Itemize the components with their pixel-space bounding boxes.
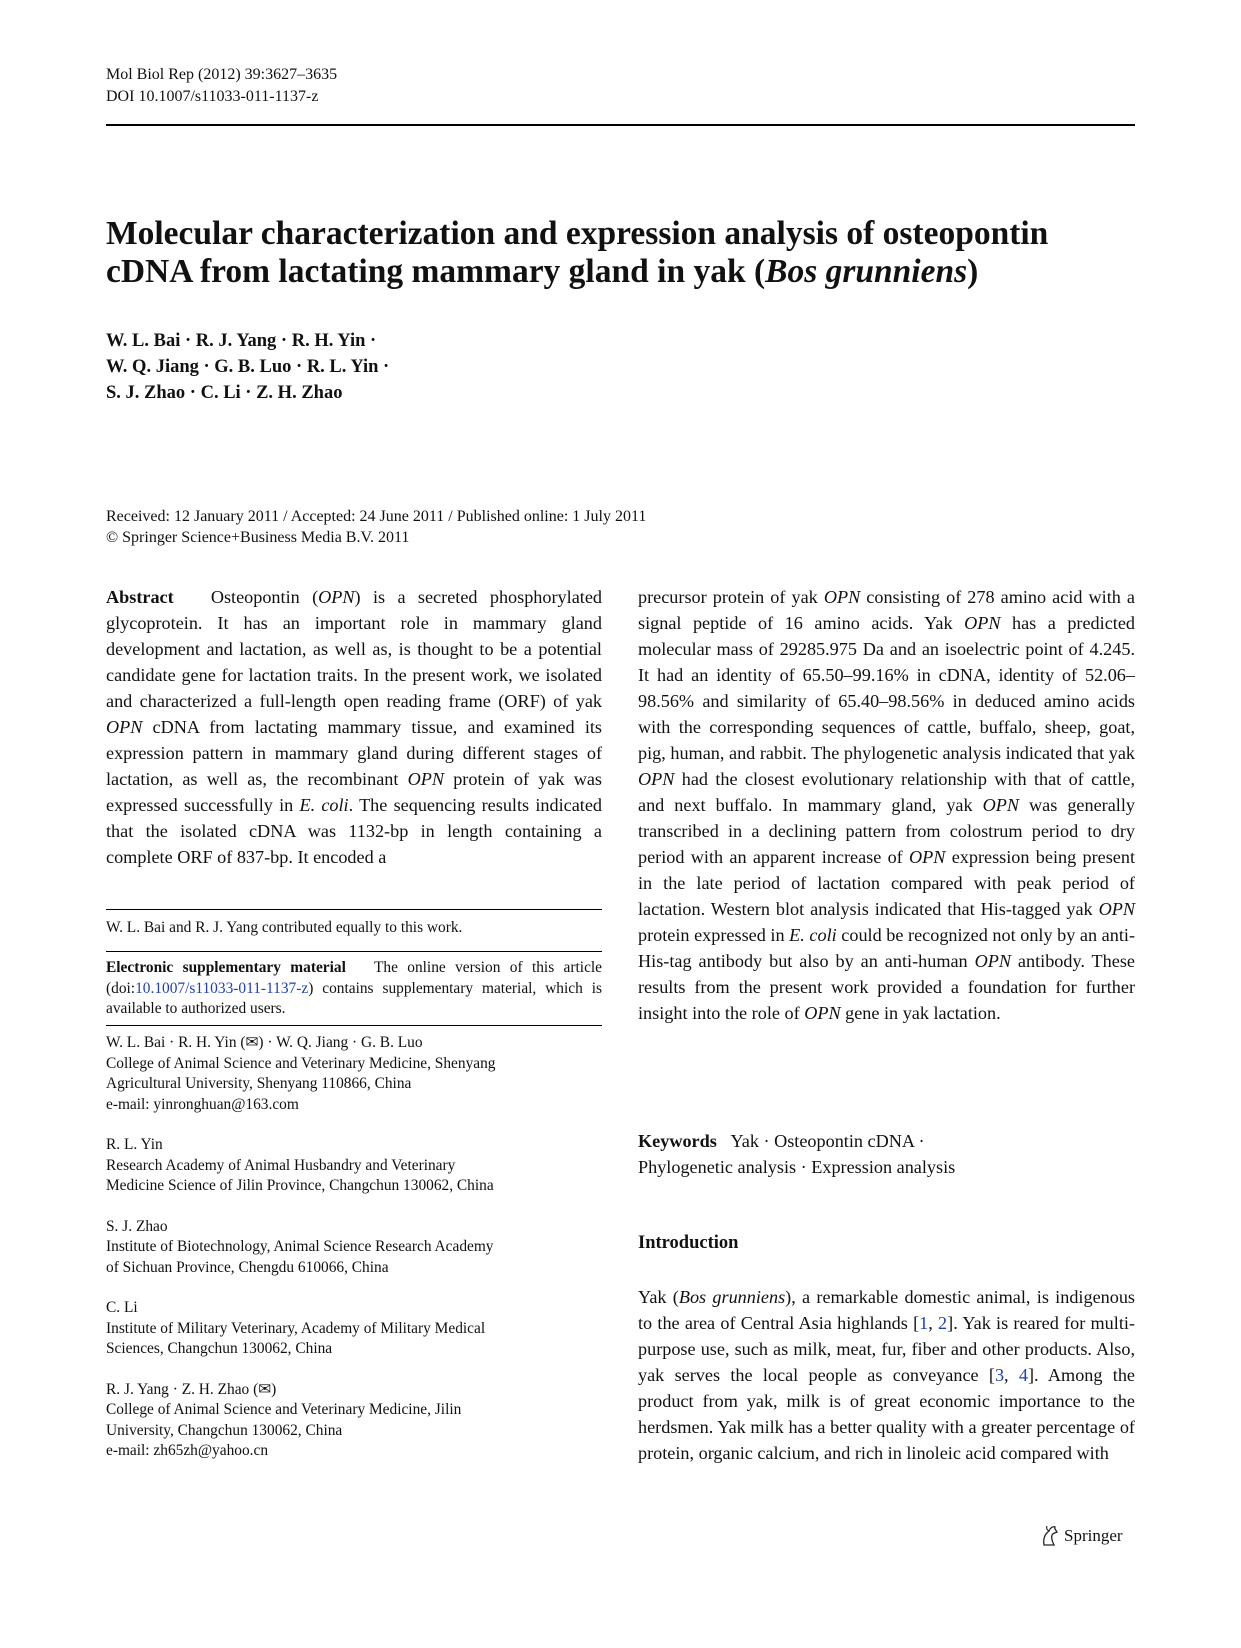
affiliation-names: C. Li: [106, 1299, 138, 1316]
authors-line-3: S. J. Zhao · C. Li · Z. H. Zhao: [106, 383, 343, 403]
esm-doi-link[interactable]: 10.1007/s11033-011-1137-z: [135, 979, 309, 997]
affiliation-line: Medicine Science of Jilin Province, Changchun 130062, China: [106, 1177, 494, 1194]
publisher-name: Springer: [1064, 1526, 1123, 1545]
affiliation-line: Institute of Biotechnology, Animal Science Research Academy: [106, 1238, 494, 1255]
journal-citation: Mol Biol Rep (2012) 39:3627–3635: [106, 66, 338, 83]
affiliation-line: Sciences, Changchun 130062, China: [106, 1340, 333, 1357]
abstract-text-left: [106, 584, 602, 870]
affiliation-line: Research Academy of Animal Husbandry and Veterinary: [106, 1156, 456, 1174]
affiliation-line: of Sichuan Province, Chengdu 610066, China: [106, 1258, 389, 1276]
affiliation-line: College of Animal Science and Veterinary Medicine, Jilin: [106, 1401, 462, 1418]
title-species: Bos grunniens: [765, 253, 968, 290]
intro-text: ), a remarkable domestic animal, is indigenous to the area of Central Asia highlands [: [638, 1287, 1135, 1333]
affiliation-email[interactable]: e-mail: yinronghuan@163.com: [106, 1095, 299, 1113]
keywords-values-1: Yak · Osteopontin cDNA ·: [730, 1131, 925, 1151]
authors-line-2: W. Q. Jiang · G. B. Luo · R. L. Yin ·: [106, 357, 390, 377]
keywords-values-2: Phylogenetic analysis · Expression analysis: [638, 1157, 956, 1177]
citation-link[interactable]: 1: [919, 1313, 929, 1333]
esm-text-pre: The online version of this article (doi:: [106, 959, 603, 997]
affiliation-names: S. J. Zhao: [106, 1217, 168, 1235]
introduction-text: [638, 1284, 1135, 1466]
title-line-1: Molecular characterization and expression analysis of osteopontin: [106, 215, 1049, 252]
doi-line: DOI 10.1007/s11033-011-1137-z: [106, 88, 319, 105]
publisher-logo: [1040, 1525, 1123, 1547]
title-line-2-post: ): [967, 253, 979, 290]
intro-text: ,: [1004, 1365, 1019, 1385]
copyright-line: © Springer Science+Business Media B.V. 2011: [106, 529, 410, 546]
authors-line-1: W. L. Bai · R. J. Yang · R. H. Yin ·: [106, 331, 377, 351]
affiliation-names: R. L. Yin: [106, 1136, 163, 1153]
footnote-rule-1: [106, 909, 602, 910]
affiliation-block: [106, 1217, 602, 1279]
affiliation-line: Institute of Military Veterinary, Academy of Military Medical: [106, 1319, 486, 1337]
introduction-heading: Introduction: [638, 1233, 739, 1253]
citation-link[interactable]: 2: [938, 1313, 948, 1333]
intro-text: ,: [928, 1313, 939, 1333]
running-header: [106, 64, 337, 108]
intro-text: ]. Among the product from yak, milk is of great economic importance to the herdsmen. Yak milk has a better quality with a greater percentage of protein, organic calcium, and rich in linoleic acid compared with: [638, 1365, 1135, 1463]
affiliation-block: [106, 1135, 602, 1197]
springer-horse-icon: [1040, 1525, 1060, 1547]
abstract-left-column: [106, 584, 602, 870]
keywords: [638, 1128, 1135, 1180]
affiliation-block: [106, 1298, 602, 1360]
keywords-label: Keywords: [638, 1131, 717, 1151]
affiliation-line: University, Changchun 130062, China: [106, 1421, 343, 1439]
received-accepted-published: Received: 12 January 2011 / Accepted: 24 June 2011 / Published online: 1 July 2011: [106, 508, 647, 525]
affiliation-line: College of Animal Science and Veterinary Medicine, Shenyang: [106, 1054, 496, 1072]
abstract-text-right: precursor protein of yak OPN consisting of 278 amino acid with a signal peptide of 16 amino acids. Yak OPN has a predicted molecular mass of 29285.975 Da and an isoelectric point of 4.245. It had an identity of 65.50–99.16% in cDNA, identity of 52.06–98.56% and similarity of 65.40–98.56% in deduced amino acids with the corresponding sequences of cattle, buffalo, sheep, goat, pig, human, and rabbit. The phylogenetic analysis indicated that yak OPN had the closest evolutionary relationship with that of cattle, and next buffalo. In mammary gland, yak OPN was generally transcribed in a declining pattern from colostrum period to dry period with an apparent increase of OPN expression being present in the late period of lactation compared with peak period of lactation. Western blot analysis indicated that His-tagged yak OPN protein expressed in E. coli could be recognized not only by an anti-His-tag antibody but also by an anti-human OPN antibody. These results from the present work provided a foundation for further insight into the role of OPN gene in yak lactation.: [638, 587, 1136, 1023]
article-title: [106, 215, 1135, 291]
header-rule: [106, 124, 1135, 126]
abstract-label: Abstract: [106, 587, 174, 607]
publication-dates: [106, 506, 646, 548]
affiliation-email[interactable]: e-mail: zh65zh@yahoo.cn: [106, 1442, 269, 1459]
affiliation-block: [106, 1033, 602, 1115]
affiliation-line: Agricultural University, Shenyang 110866, China: [106, 1075, 412, 1092]
esm-label: Electronic supplementary material: [106, 959, 346, 976]
keywords-line-1: [638, 1128, 1135, 1154]
affiliations: [106, 1033, 602, 1482]
citation-link[interactable]: 3: [994, 1365, 1005, 1385]
intro-text: Yak (: [638, 1287, 679, 1307]
affiliation-block: [106, 1380, 602, 1462]
author-list: [106, 328, 389, 406]
affiliation-names: W. L. Bai · R. H. Yin (✉) · W. Q. Jiang · G. B. Luo: [106, 1034, 423, 1051]
title-line-2: [106, 253, 1135, 291]
title-line-2-pre: cDNA from lactating mammary gland in yak (: [106, 253, 766, 290]
intro-species: Bos grunniens: [678, 1287, 786, 1307]
intro-text: ]. Yak is reared for multi-purpose use, such as milk, meat, fur, fiber and other products. Also, yak serves the local people as conveyance [: [638, 1313, 1135, 1385]
affiliation-names: R. J. Yang · Z. H. Zhao (✉): [106, 1380, 277, 1398]
esm-note: [106, 958, 602, 1020]
citation-link[interactable]: 4: [1018, 1365, 1028, 1385]
footnote-rule-3: [106, 1025, 602, 1026]
footnote-rule-2: [106, 951, 602, 952]
abstract-left-body: Osteopontin (OPN) is a secreted phosphorylated glycoprotein. It has an important role in mammary gland development and lactation, as well as, is thought to be a potential candidate gene for lactation traits. In the present work, we isolated and characterized a full-length open reading frame (ORF) of yak OPN cDNA from lactating mammary tissue, and examined its expression pattern in mammary gland during different stages of lactation, as well as, the recombinant OPN protein of yak was expressed successfully in E. coli. The sequencing results indicated that the isolated cDNA was 1132-bp in length containing a complete ORF of 837-bp. It encoded a: [106, 587, 602, 867]
abstract-right-column: [638, 584, 1135, 1026]
esm-text-post: ) contains supplementary material, which is available to authorized users.: [106, 979, 602, 1017]
equal-contribution-note: W. L. Bai and R. J. Yang contributed equally to this work.: [106, 919, 463, 936]
